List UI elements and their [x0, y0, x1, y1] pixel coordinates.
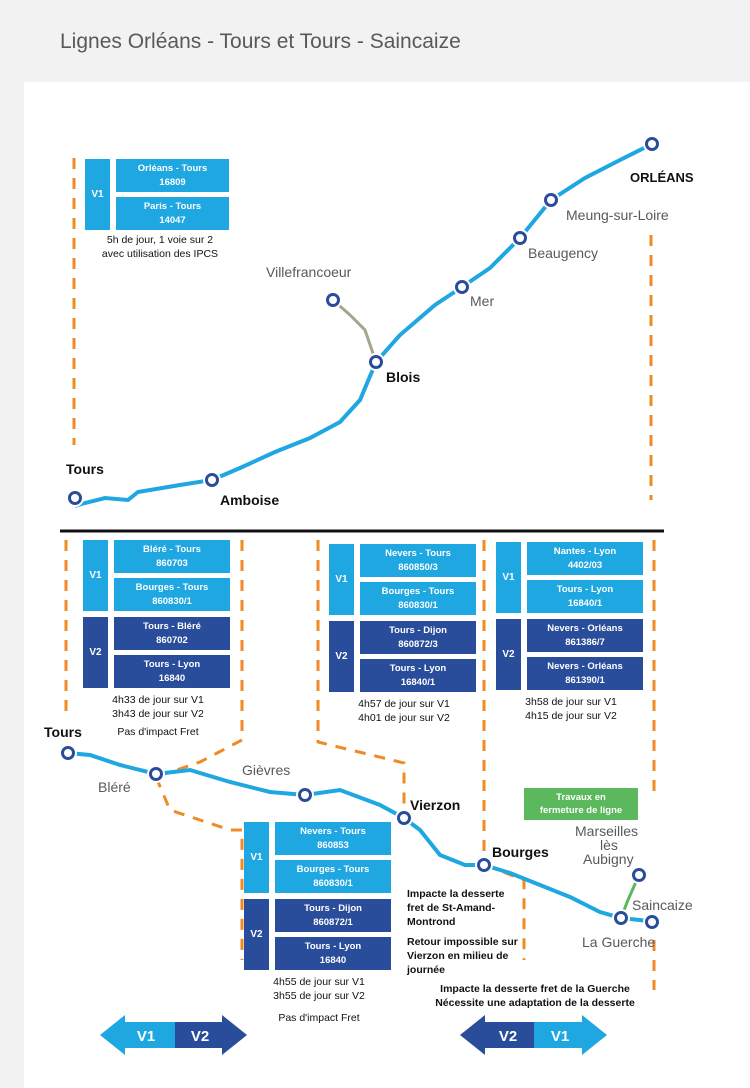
label-orleans: ORLÉANS — [630, 170, 694, 185]
arrow-left-a: V1 — [136, 1028, 156, 1045]
card-box — [527, 619, 643, 652]
label-tours-bottom: Tours — [44, 724, 82, 740]
box-line1: Nevers - Orléans — [547, 660, 623, 672]
box-line1: Bourges - Tours — [296, 863, 370, 875]
card-note — [83, 693, 233, 739]
card-box — [360, 621, 476, 654]
box-line2: 860853 — [317, 839, 349, 851]
card-box — [275, 860, 391, 893]
top-card-box-1 — [116, 159, 229, 192]
card-v2-label: V2 — [329, 621, 354, 692]
label-bourges: Bourges — [492, 844, 549, 860]
card-v2-label: V2 — [496, 619, 521, 690]
box-line1: Nevers - Tours — [300, 825, 366, 837]
card-box — [360, 582, 476, 615]
box-line1: Bourges - Tours — [381, 585, 455, 597]
arrow-right-b: V1 — [550, 1028, 570, 1045]
label-blois: Blois — [386, 369, 421, 385]
note-line: 4h57 de jour sur V1 — [358, 698, 450, 710]
box-line1: Bourges - Tours — [135, 581, 209, 593]
note-line: 4h33 de jour sur V1 — [112, 694, 204, 706]
note-line: 5h de jour, 1 voie sur 2 — [106, 234, 214, 246]
box-line2: 860850/3 — [398, 561, 438, 573]
label-amboise: Amboise — [220, 492, 280, 508]
note-line: Pas d'impact Fret — [117, 726, 199, 738]
arrow-right-v2-v1 — [460, 1015, 607, 1055]
travaux-line1: Travaux en — [556, 792, 606, 803]
card-v1-label: V1 — [496, 542, 521, 613]
box-line2: 861390/1 — [565, 674, 605, 686]
arrow-left-v1-v2 — [100, 1015, 247, 1055]
box-line1: Tours - Dijon — [304, 902, 362, 914]
card-box — [360, 659, 476, 692]
card-box — [114, 617, 230, 650]
box-line2: 860830/1 — [398, 599, 438, 611]
box-line1: Tours - Lyon — [556, 583, 614, 595]
card-v2-label: V2 — [244, 899, 269, 970]
note-line: Vierzon en milieu de — [407, 950, 509, 962]
card-box — [527, 542, 643, 575]
note-line: Retour impossible sur — [407, 936, 518, 948]
card-box — [275, 937, 391, 970]
box-line1: Nevers - Tours — [385, 547, 451, 559]
label-blere: Bléré — [98, 779, 131, 795]
box-line1: Bléré - Tours — [143, 543, 201, 555]
label-vierzon: Vierzon — [410, 797, 461, 813]
label-gievres: Gièvres — [242, 762, 291, 778]
box-line2: 860830/1 — [313, 877, 353, 889]
note-line: 3h43 de jour sur V2 — [112, 708, 204, 720]
card-box — [360, 544, 476, 577]
box-line1: Tours - Lyon — [143, 658, 201, 670]
label-marseilles: Marseilles — [575, 823, 639, 839]
note-line: 4h01 de jour sur V2 — [358, 712, 450, 724]
top-card-v1: V1 — [85, 159, 110, 230]
label-meung: Meung-sur-Loire — [566, 207, 669, 223]
label-beaugency: Beaugency — [528, 245, 599, 261]
arrow-right-a: V2 — [498, 1028, 518, 1045]
note-line: 3h58 de jour sur V1 — [525, 696, 617, 708]
label-tours-top: Tours — [66, 461, 104, 477]
card-v1-label: V1 — [83, 540, 108, 611]
box-line2: 16840/1 — [567, 597, 603, 609]
box-line1: Orléans - Tours — [137, 162, 208, 174]
box-line1: Nantes - Lyon — [553, 545, 617, 557]
travaux-badge — [524, 788, 638, 820]
label-aubigny: Aubigny — [583, 851, 634, 867]
top-card-box-2 — [116, 197, 229, 230]
box-line2: 16809 — [159, 176, 186, 188]
label-saincaize: Saincaize — [632, 897, 693, 913]
note-line: fret de St-Amand- — [407, 902, 496, 914]
box-line2: 4402/03 — [567, 559, 603, 571]
card-v1-label: V1 — [244, 822, 269, 893]
villefrancoeur-branch — [333, 300, 376, 362]
box-line1: Tours - Bléré — [143, 620, 201, 632]
note-line: 4h55 de jour sur V1 — [273, 976, 365, 988]
box-line2: 860872/1 — [313, 916, 353, 928]
bourges-notes — [407, 887, 518, 977]
note-line: Montrond — [407, 916, 456, 928]
box-line2: 860872/3 — [398, 638, 438, 650]
card-box — [114, 540, 230, 573]
box-line2: 860830/1 — [152, 595, 192, 607]
note-line: Pas d'impact Fret — [278, 1012, 360, 1024]
box-line2: 860703 — [156, 557, 188, 569]
card-note — [496, 695, 646, 723]
card-box — [114, 655, 230, 688]
label-mer: Mer — [470, 293, 495, 309]
card-v1-label: V1 — [329, 544, 354, 615]
box-line2: 860702 — [156, 634, 188, 646]
note-line: 3h55 de jour sur V2 — [273, 990, 365, 1002]
card-box — [527, 657, 643, 690]
arrow-left-b: V2 — [190, 1028, 210, 1045]
note-line: Impacte la desserte — [407, 888, 505, 900]
box-line2: 16840/1 — [400, 676, 436, 688]
box-line2: 16840 — [158, 672, 186, 684]
card-v2-label: V2 — [83, 617, 108, 688]
top-card-note — [85, 233, 235, 261]
box-line1: Paris - Tours — [143, 200, 202, 212]
card-note — [244, 975, 394, 1025]
travaux-line2: fermeture de ligne — [539, 805, 623, 816]
box-line1: Tours - Lyon — [304, 940, 362, 952]
box-line2: 14047 — [159, 214, 186, 226]
box-line2: 861386/7 — [565, 636, 605, 648]
box-line1: Nevers - Orléans — [547, 622, 623, 634]
label-marseilles-les: lès — [600, 837, 618, 853]
note-line: Nécessite une adaptation de la desserte — [435, 997, 635, 1009]
label-villefrancoeur: Villefrancoeur — [266, 264, 352, 280]
page-title: Lignes Orléans - Tours et Tours - Saincaize — [60, 30, 461, 53]
card-box — [527, 580, 643, 613]
card-box — [275, 899, 391, 932]
box-line1: Tours - Lyon — [389, 662, 447, 674]
note-line: journée — [407, 964, 445, 976]
note-line: avec utilisation des IPCS — [101, 248, 219, 260]
box-line1: Tours - Dijon — [389, 624, 447, 636]
note-line: 4h15 de jour sur V2 — [525, 710, 617, 722]
note-line: Impacte la desserte fret de la Guerche — [440, 983, 630, 995]
card-note — [329, 697, 479, 725]
label-la-guerche: La Guerche — [582, 934, 656, 950]
card-box — [275, 822, 391, 855]
card-box — [114, 578, 230, 611]
guerche-notes — [424, 982, 646, 1010]
box-line2: 16840 — [319, 954, 347, 966]
